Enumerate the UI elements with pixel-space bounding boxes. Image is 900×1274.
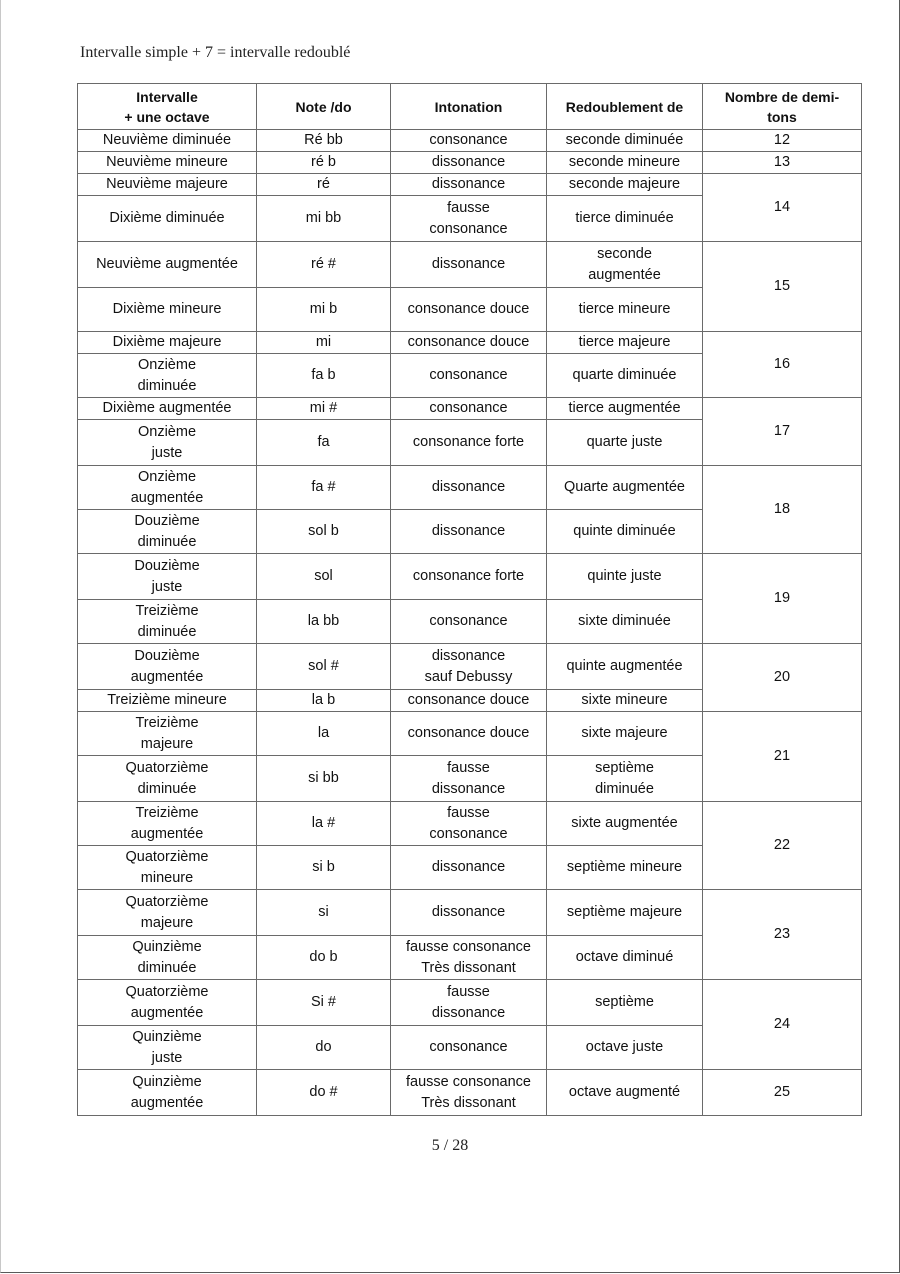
interval-cell: Douzième diminuée — [78, 510, 257, 554]
note-cell: Ré bb — [257, 130, 391, 152]
interval-cell: Quatorzième majeure — [78, 890, 257, 936]
header-semitones: Nombre de demi- tons — [703, 84, 862, 130]
note-cell: si b — [257, 846, 391, 890]
interval-cell: Onzième diminuée — [78, 354, 257, 398]
table-row — [78, 130, 862, 152]
table-row — [78, 466, 862, 510]
table-row — [78, 332, 862, 354]
doubling-cell: sixte augmentée — [547, 802, 703, 846]
table-header-row — [78, 84, 862, 130]
doubling-cell: quarte diminuée — [547, 354, 703, 398]
note-cell: do b — [257, 936, 391, 980]
doubling-cell: Quarte augmentée — [547, 466, 703, 510]
intonation-cell: dissonance — [391, 890, 547, 936]
interval-cell: Neuvième diminuée — [78, 130, 257, 152]
note-cell: mi bb — [257, 196, 391, 242]
table-row — [78, 712, 862, 756]
interval-cell: Treizième mineure — [78, 690, 257, 712]
note-cell: ré b — [257, 152, 391, 174]
doubling-cell: quinte juste — [547, 554, 703, 600]
intonation-cell: dissonance — [391, 846, 547, 890]
interval-cell: Onzième augmentée — [78, 466, 257, 510]
semitones-cell: 18 — [703, 466, 862, 554]
semitones-cell: 23 — [703, 890, 862, 980]
doubling-cell: sixte majeure — [547, 712, 703, 756]
note-cell: la b — [257, 690, 391, 712]
doubling-cell: septième diminuée — [547, 756, 703, 802]
interval-cell: Neuvième augmentée — [78, 242, 257, 288]
note-cell: sol — [257, 554, 391, 600]
intonation-cell: fausse consonance — [391, 196, 547, 242]
doubling-cell: sixte mineure — [547, 690, 703, 712]
interval-cell: Treizième majeure — [78, 712, 257, 756]
interval-cell: Douzième augmentée — [78, 644, 257, 690]
note-cell: la # — [257, 802, 391, 846]
doubling-cell: seconde diminuée — [547, 130, 703, 152]
note-cell: sol b — [257, 510, 391, 554]
doubling-cell: tierce majeure — [547, 332, 703, 354]
interval-cell: Douzième juste — [78, 554, 257, 600]
doubling-cell: seconde augmentée — [547, 242, 703, 288]
table-row — [78, 644, 862, 690]
semitones-cell: 16 — [703, 332, 862, 398]
note-cell: mi # — [257, 398, 391, 420]
intervals-table — [77, 83, 862, 1116]
doubling-cell: septième majeure — [547, 890, 703, 936]
semitones-cell: 19 — [703, 554, 862, 644]
interval-cell: Treizième diminuée — [78, 600, 257, 644]
header-doubling: Redoublement de — [547, 84, 703, 130]
intonation-cell: fausse dissonance — [391, 756, 547, 802]
note-cell: fa — [257, 420, 391, 466]
semitones-cell: 20 — [703, 644, 862, 712]
doubling-cell: tierce augmentée — [547, 398, 703, 420]
intonation-cell: consonance forte — [391, 420, 547, 466]
table-row — [78, 890, 862, 936]
note-cell: la bb — [257, 600, 391, 644]
table-row — [78, 174, 862, 196]
note-cell: fa b — [257, 354, 391, 398]
intonation-cell: consonance — [391, 130, 547, 152]
semitones-cell: 21 — [703, 712, 862, 802]
interval-cell: Onzième juste — [78, 420, 257, 466]
intonation-cell: consonance — [391, 354, 547, 398]
table-row — [78, 980, 862, 1026]
page-number: 5 / 28 — [431, 1137, 469, 1154]
intonation-cell: consonance forte — [391, 554, 547, 600]
interval-cell: Quatorzième mineure — [78, 846, 257, 890]
table-row — [78, 1070, 862, 1116]
doubling-cell: octave augmenté — [547, 1070, 703, 1116]
header-note: Note /do — [257, 84, 391, 130]
semitones-cell: 25 — [703, 1070, 862, 1116]
intonation-cell: consonance douce — [391, 690, 547, 712]
intonation-cell: consonance douce — [391, 288, 547, 332]
doubling-cell: sixte diminuée — [547, 600, 703, 644]
page-heading: Intervalle simple + 7 = intervalle redoublé — [80, 44, 351, 61]
doubling-cell: tierce diminuée — [547, 196, 703, 242]
doubling-cell: septième — [547, 980, 703, 1026]
intonation-cell: consonance — [391, 600, 547, 644]
note-cell: sol # — [257, 644, 391, 690]
semitones-cell: 24 — [703, 980, 862, 1070]
note-cell: Si # — [257, 980, 391, 1026]
intonation-cell: consonance — [391, 1026, 547, 1070]
doubling-cell: seconde mineure — [547, 152, 703, 174]
note-cell: do — [257, 1026, 391, 1070]
interval-cell: Dixième augmentée — [78, 398, 257, 420]
header-intonation: Intonation — [391, 84, 547, 130]
header-interval: Intervalle + une octave — [78, 84, 257, 130]
table-body — [78, 130, 862, 1116]
interval-cell: Quinzième augmentée — [78, 1070, 257, 1116]
note-cell: fa # — [257, 466, 391, 510]
interval-cell: Dixième diminuée — [78, 196, 257, 242]
note-cell: mi — [257, 332, 391, 354]
doubling-cell: tierce mineure — [547, 288, 703, 332]
intonation-cell: dissonance — [391, 174, 547, 196]
intonation-cell: consonance — [391, 398, 547, 420]
table-row — [78, 152, 862, 174]
doubling-cell: quarte juste — [547, 420, 703, 466]
intonation-cell: dissonance — [391, 466, 547, 510]
semitones-cell: 14 — [703, 174, 862, 242]
interval-cell: Quinzième diminuée — [78, 936, 257, 980]
intonation-cell: fausse consonance Très dissonant — [391, 936, 547, 980]
intonation-cell: consonance douce — [391, 332, 547, 354]
note-cell: ré — [257, 174, 391, 196]
doubling-cell: septième mineure — [547, 846, 703, 890]
doubling-cell: seconde majeure — [547, 174, 703, 196]
note-cell: ré # — [257, 242, 391, 288]
table-row — [78, 242, 862, 288]
interval-cell: Quinzième juste — [78, 1026, 257, 1070]
table-row — [78, 802, 862, 846]
intonation-cell: fausse consonance Très dissonant — [391, 1070, 547, 1116]
doubling-cell: quinte augmentée — [547, 644, 703, 690]
semitones-cell: 12 — [703, 130, 862, 152]
intonation-cell: dissonance — [391, 510, 547, 554]
intonation-cell: dissonance sauf Debussy — [391, 644, 547, 690]
intonation-cell: dissonance — [391, 242, 547, 288]
interval-cell: Neuvième majeure — [78, 174, 257, 196]
table-row — [78, 398, 862, 420]
interval-cell: Quatorzième augmentée — [78, 980, 257, 1026]
interval-cell: Dixième mineure — [78, 288, 257, 332]
interval-cell: Neuvième mineure — [78, 152, 257, 174]
semitones-cell: 15 — [703, 242, 862, 332]
doubling-cell: quinte diminuée — [547, 510, 703, 554]
semitones-cell: 17 — [703, 398, 862, 466]
note-cell: mi b — [257, 288, 391, 332]
interval-cell: Treizième augmentée — [78, 802, 257, 846]
note-cell: do # — [257, 1070, 391, 1116]
table-row — [78, 554, 862, 600]
doubling-cell: octave juste — [547, 1026, 703, 1070]
semitones-cell: 22 — [703, 802, 862, 890]
intonation-cell: fausse consonance — [391, 802, 547, 846]
note-cell: si bb — [257, 756, 391, 802]
interval-cell: Quatorzième diminuée — [78, 756, 257, 802]
intonation-cell: dissonance — [391, 152, 547, 174]
intonation-cell: consonance douce — [391, 712, 547, 756]
doubling-cell: octave diminué — [547, 936, 703, 980]
note-cell: si — [257, 890, 391, 936]
semitones-cell: 13 — [703, 152, 862, 174]
intonation-cell: fausse dissonance — [391, 980, 547, 1026]
interval-cell: Dixième majeure — [78, 332, 257, 354]
note-cell: la — [257, 712, 391, 756]
